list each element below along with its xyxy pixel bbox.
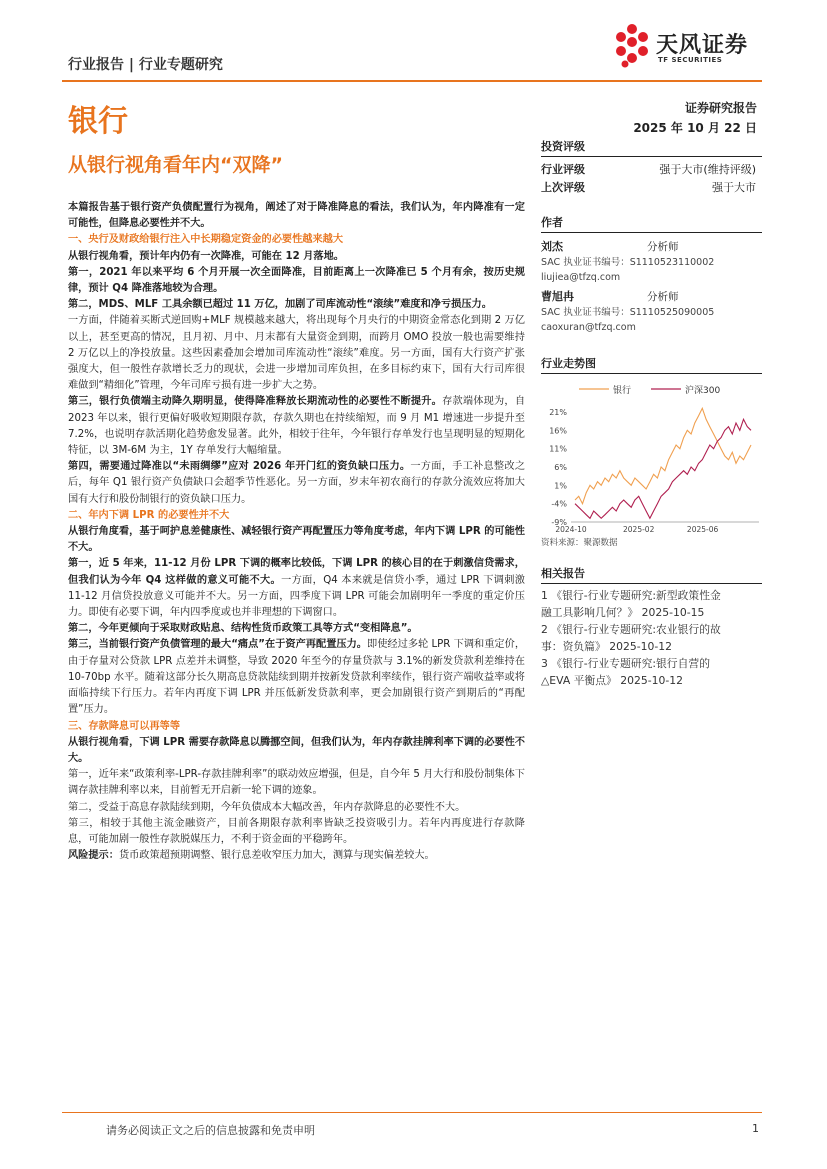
y-tick-label: 1%	[554, 481, 567, 491]
report-category: 行业报告 | 行业专题研究	[68, 57, 223, 73]
author-role: 分析师	[647, 241, 679, 253]
x-tick-label: 2024-10	[555, 525, 587, 534]
chart-source: 资料来源：聚源数据	[541, 538, 618, 548]
rating-table	[541, 161, 762, 197]
body-paragraph: 本篇报告基于银行资产负债配置行为视角，阐述了对于降准降息的看法，我们认为，年内降准有一定可能性，但降息必要性并不大。	[68, 202, 525, 230]
section-heading: 一、央行及财政给银行注入中长期稳定资金的必要性越来越大	[68, 234, 344, 246]
paragraph-lead: 第一，近 5 年来，11-12 月份 LPR 下调的概率比较低，下调 LPR 的核心目的在于刺激信贷需求，但我们认为今年 Q4 这样做的意义可能不大。	[68, 558, 525, 586]
related-line[interactable]: 1 《银行-行业专题研究:新型政策性金	[541, 589, 721, 602]
report-date: 2025 年 10 月 22 日	[633, 121, 757, 135]
y-tick-label: 21%	[549, 408, 567, 417]
body-paragraph: 一方面，伴随着买断式逆回购+MLF 规模越来越大，将出现每个月央行的中期资金常态化到期 2 万亿以上，甚至更高的情况，且月初、月中、月末都有大量资金到期，而跨月 OMO 投放一般也需要维持 2 万亿以上的净投放量。这些因素叠加会增加司库流动性“滚续”难度。另一方面，国有大行资产扩张强度大，但一般性存款增长乏力的现状，会进一步增加司库负担，在多目标约束下，国有大行司库很难做到“精细化”管理，今年司库亏损有进一步扩大之势。	[68, 315, 525, 392]
body-paragraph: 从银行视角看，预计年内仍有一次降准，可能在 12 月落地。	[68, 250, 344, 262]
y-tick-label: 11%	[549, 444, 567, 454]
trend-heading: 行业走势图	[541, 355, 762, 374]
paragraph-lead: 第三，银行负债端主动降久期明显，使得降准释放长期流动性的必要性不断提升。	[68, 396, 443, 408]
author-block	[541, 289, 762, 335]
author-email[interactable]: caoxuran@tfzq.com	[541, 322, 636, 333]
related-reports[interactable]	[541, 587, 762, 689]
paragraph-lead: 风险提示：	[68, 850, 119, 862]
rating-row	[541, 179, 762, 197]
tf-logo-icon	[612, 23, 652, 69]
body-paragraph	[68, 848, 525, 864]
footer-divider	[62, 1112, 762, 1113]
body-paragraph	[68, 459, 525, 508]
rating-label: 行业评级	[541, 163, 585, 176]
paragraph-text: 即使经过多轮 LPR 下调和重定价，由于存量对公贷款 LPR 点差并未调整，导致 2020 年至今的存量贷款与 3.1%的新发贷款利差维持在 10-70bp 水平。随着这部分长久期高息贷款陆续到期并按新发贷款利率续作，银行资产端收益率或将面临持续下行压力。若年内再度下调 LPR 并压低新发贷款利率，更会加剧银行资产到期后的“再配置”压力。	[68, 639, 526, 716]
body-paragraph	[68, 637, 525, 718]
body-paragraph: 从银行角度看，基于呵护息差健康性、减轻银行资产再配置压力等角度考虑，年内下调 LPR 的可能性不大。	[68, 526, 525, 554]
body-paragraph: 第一，近年来“政策利率-LPR-存款挂牌利率”的联动效应增强，但是，自今年 5 月大行和股份制集体下调存款挂牌利率以来，目前暂无开启新一轮下调的迹象。	[68, 769, 525, 797]
legend-label: 银行	[613, 386, 632, 396]
related-heading: 相关报告	[541, 565, 762, 584]
author-name: 刘杰	[541, 240, 563, 253]
main-body	[68, 200, 525, 864]
body-paragraph: 第二，受益于高息存款陆续到期，今年负债成本大幅改善，年内存款降息的必要性不大。	[68, 801, 466, 813]
paragraph-text: 一方面，手工补息整改之后，每年 Q1 银行资产负债缺口会超季节性恶化。另一方面，岁末年初农商行的存款分流效应将加大国有大行和股份制银行的资负缺口压力。	[68, 461, 526, 505]
body-paragraph	[68, 556, 525, 621]
trend-chart	[541, 374, 762, 534]
series-line	[575, 408, 751, 503]
y-tick-label: 16%	[549, 426, 567, 436]
footer-disclaimer: 请务必阅读正文之后的信息披露和免责申明	[106, 1124, 315, 1137]
author-cert: SAC 执业证书编号：S1110525090005	[541, 307, 715, 318]
rating-label: 上次评级	[541, 181, 585, 194]
paragraph-lead: 第四，需要通过降准以“未雨绸缪”应对 2026 年开门红的资负缺口压力。	[68, 461, 411, 473]
sector-title: 银行	[68, 104, 128, 139]
logo-text-cn: 天风证券	[656, 33, 749, 58]
trend-chart-svg	[541, 374, 762, 534]
related-line[interactable]: 3 《银行-行业专题研究:银行自营的	[541, 657, 710, 670]
related-line[interactable]: 融工具影响几何？》 2025-10-15	[541, 606, 705, 619]
author-block	[541, 239, 762, 285]
report-type: 证券研究报告	[684, 101, 757, 115]
body-paragraph: 第二，MDS、MLF 工具余额已超过 11 万亿，加剧了司库流动性“滚续”难度和净亏损压力。	[68, 299, 492, 311]
author-email[interactable]: liujiea@tfzq.com	[541, 272, 621, 283]
body-paragraph: 第一，2021 年以来平均 6 个月开展一次全面降准，目前距离上一次降准已 5 个月有余，按历史规律，预计 Q4 降准落地较为合理。	[68, 266, 525, 295]
section-heading: 二、年内下调 LPR 的必要性并不大	[68, 509, 230, 521]
author-role: 分析师	[647, 291, 679, 303]
author-cert: SAC 执业证书编号：S1110523110002	[541, 257, 715, 268]
rating-value: 强于大市(维持评级)	[659, 163, 756, 176]
rating-row	[541, 161, 762, 179]
rating-value: 强于大市	[712, 181, 756, 194]
header-divider	[62, 80, 762, 82]
x-tick-label: 2025-02	[623, 525, 655, 534]
y-tick-label: -4%	[551, 499, 567, 509]
body-paragraph: 第二，今年更倾向于采取财政贴息、结构性货币政策工具等方式“变相降息”。	[68, 623, 418, 635]
related-line[interactable]: 2 《银行-行业专题研究:农业银行的故	[541, 623, 721, 636]
paragraph-text: 一方面，Q4 本来就是信贷小季，通过 LPR 下调刺激 11-12 月信贷投放意义可能并不大。另一方面，四季度下调 LPR 可能会加剧明年一季度的重定价压力。即使有必要下调，年内四季度或也并非理想的下调窗口。	[68, 574, 525, 619]
paragraph-lead: 第三，当前银行资产负债管理的最大“痛点”在于资产再配置压力。	[68, 639, 368, 651]
body-paragraph: 第三，相较于其他主流金融资产，目前各期限存款利率皆缺乏投资吸引力。若年内再度进行存款降息，可能加剧一般性存款脱媒压力，不利于资金面的平稳跨年。	[68, 817, 525, 845]
rating-heading: 投资评级	[541, 138, 762, 157]
page-number: 1	[752, 1122, 759, 1135]
legend-label: 沪深300	[685, 386, 721, 396]
section-heading: 三、存款降息可以再等等	[68, 720, 181, 732]
company-logo	[612, 23, 762, 73]
report-title: 从银行视角看年内“双降”	[68, 154, 283, 176]
body-paragraph	[68, 394, 525, 459]
paragraph-text: 存款端体现为，自 2023 年以来，银行更偏好吸收短期限存款，存款久期也在持续缩短，而 9 月 M1 增速进一步提升至 7.2%，也说明存款活期化趋势愈发显著。此外，相较于往年，今年银行存单发行也呈现明显的短期化特征，以 3M-6M 为主，1Y 存单发行大幅缩量。	[68, 396, 526, 457]
related-line[interactable]: 事：资负篇》 2025-10-12	[541, 640, 672, 653]
y-tick-label: 6%	[554, 463, 567, 472]
logo-text-en: TF SECURITIES	[658, 56, 723, 64]
paragraph-text: 货币政策超预期调整、银行息差收窄压力加大，测算与现实偏差较大。	[118, 850, 435, 862]
sidebar	[541, 138, 762, 689]
authors-heading: 作者	[541, 214, 762, 233]
related-line[interactable]: △EVA 平衡点》 2025-10-12	[541, 674, 684, 687]
x-tick-label: 2025-06	[686, 525, 719, 534]
y-tick-label: -9%	[551, 518, 567, 527]
author-name: 曹旭冉	[541, 290, 574, 303]
body-paragraph: 从银行视角看，下调 LPR 需要存款降息以腾挪空间，但我们认为，年内存款挂牌利率下调的必要性不大。	[68, 736, 525, 764]
